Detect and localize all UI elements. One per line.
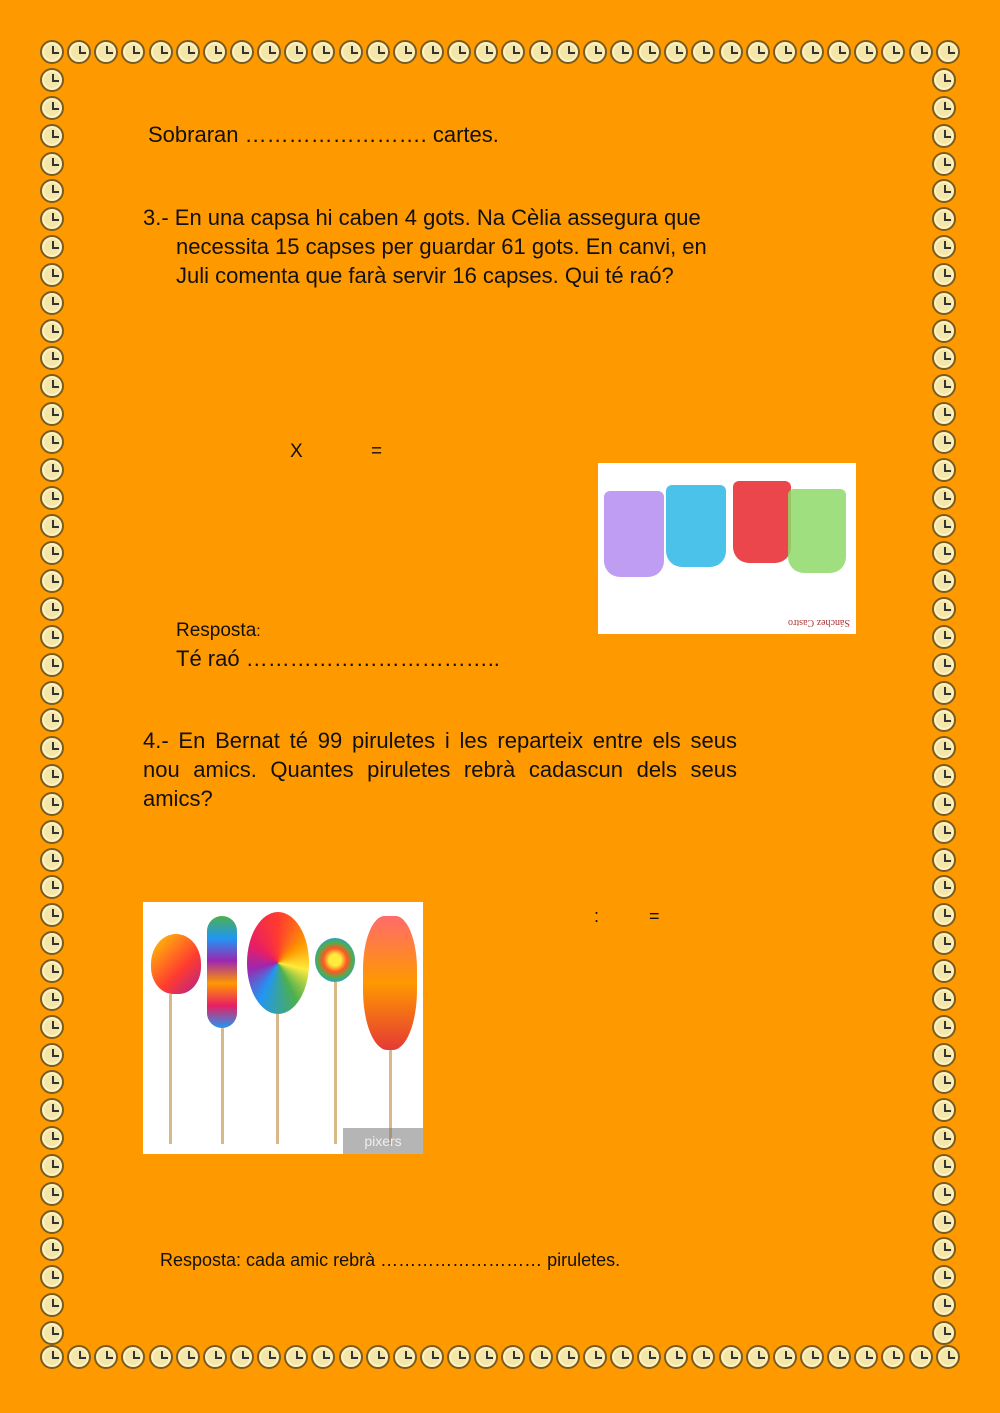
clock-icon xyxy=(932,179,956,203)
clock-icon xyxy=(40,430,64,454)
clock-icon xyxy=(149,1345,173,1369)
border-top xyxy=(40,40,960,68)
clock-icon xyxy=(311,1345,335,1369)
clock-icon xyxy=(176,1345,200,1369)
clock-icon xyxy=(932,1098,956,1122)
clock-icon xyxy=(40,792,64,816)
clock-icon xyxy=(637,1345,661,1369)
clock-icon xyxy=(556,40,580,64)
clock-icon xyxy=(800,40,824,64)
clock-icon xyxy=(40,764,64,788)
clock-icon xyxy=(40,179,64,203)
clock-icon xyxy=(932,319,956,343)
clock-icon xyxy=(719,1345,743,1369)
clock-icon xyxy=(40,402,64,426)
clock-icon xyxy=(149,40,173,64)
clock-icon xyxy=(583,1345,607,1369)
resposta-final-line: Resposta: cada amic rebrà ……………………… piruletes. xyxy=(160,1250,621,1270)
clock-icon xyxy=(40,263,64,287)
clock-icon xyxy=(40,625,64,649)
clock-icon xyxy=(637,40,661,64)
clock-icon xyxy=(40,1015,64,1039)
clock-icon xyxy=(420,1345,444,1369)
clock-icon xyxy=(339,1345,363,1369)
clock-icon xyxy=(854,40,878,64)
heart-stick xyxy=(169,994,172,1144)
clock-icon xyxy=(932,402,956,426)
clock-icon xyxy=(932,681,956,705)
clock-icon xyxy=(932,1043,956,1067)
clock-icon xyxy=(447,1345,471,1369)
clock-icon xyxy=(40,681,64,705)
equals-sign: = xyxy=(371,441,383,462)
question-3-line-2: necessita 15 capses per guardar 61 gots. En canvi, en xyxy=(176,234,707,259)
flower-lollipop xyxy=(315,938,355,982)
clock-icon xyxy=(40,207,64,231)
clock-icon xyxy=(932,96,956,120)
blue-glass xyxy=(666,485,726,567)
clock-icon xyxy=(40,1321,64,1345)
clock-icon xyxy=(40,1345,64,1369)
clock-icon xyxy=(40,875,64,899)
clock-icon xyxy=(556,1345,580,1369)
clock-icon xyxy=(40,569,64,593)
clock-icon xyxy=(610,1345,634,1369)
clock-icon xyxy=(932,1154,956,1178)
clock-icon xyxy=(932,820,956,844)
clock-icon xyxy=(529,1345,553,1369)
clock-icon xyxy=(230,1345,254,1369)
clock-icon xyxy=(474,1345,498,1369)
clock-icon xyxy=(746,1345,770,1369)
border-left xyxy=(40,68,68,1345)
twist-lollipop xyxy=(207,916,237,1028)
clock-icon xyxy=(40,124,64,148)
clock-icon xyxy=(40,1265,64,1289)
clock-icon xyxy=(40,1154,64,1178)
border-bottom xyxy=(40,1345,960,1373)
clock-icon xyxy=(664,1345,688,1369)
clock-icon xyxy=(40,959,64,983)
flower-stick xyxy=(334,982,337,1144)
clock-icon xyxy=(932,903,956,927)
clock-icon xyxy=(40,1098,64,1122)
clock-icon xyxy=(40,848,64,872)
clock-icon xyxy=(40,40,64,64)
clock-icon xyxy=(40,736,64,760)
glasses-watermark: Sánchez Castro xyxy=(788,617,850,628)
clock-icon xyxy=(40,708,64,732)
clock-icon xyxy=(40,1293,64,1317)
clock-icon xyxy=(932,374,956,398)
question-3-line-1: 3.- En una capsa hi caben 4 gots. Na Cèlia assegura que xyxy=(143,205,701,230)
clock-icon xyxy=(932,987,956,1011)
clock-icon xyxy=(932,1070,956,1094)
clock-icon xyxy=(40,291,64,315)
clock-icon xyxy=(176,40,200,64)
glasses-photo xyxy=(598,463,856,634)
clock-icon xyxy=(691,1345,715,1369)
clock-icon xyxy=(932,653,956,677)
clock-icon xyxy=(311,40,335,64)
clock-icon xyxy=(40,374,64,398)
clock-icon xyxy=(932,1293,956,1317)
clock-icon xyxy=(257,40,281,64)
clock-icon xyxy=(529,40,553,64)
question-4-text: 4.- En Bernat té 99 piruletes i les reparteix entre els seus nou amics. Quantes piruletes rebrà cadascun dels seus amics? xyxy=(143,728,737,811)
clock-icon xyxy=(40,1126,64,1150)
clock-icon xyxy=(932,959,956,983)
clock-icon xyxy=(932,931,956,955)
clock-icon xyxy=(773,40,797,64)
heart-lollipop xyxy=(151,934,201,994)
clock-icon xyxy=(909,1345,933,1369)
clock-icon xyxy=(932,263,956,287)
clock-icon xyxy=(664,40,688,64)
clock-icon xyxy=(854,1345,878,1369)
clock-icon xyxy=(40,1070,64,1094)
clock-icon xyxy=(94,40,118,64)
clock-icon xyxy=(447,40,471,64)
clock-icon xyxy=(932,1265,956,1289)
clock-icon xyxy=(40,1043,64,1067)
swirl-stick xyxy=(276,1014,279,1144)
clock-icon xyxy=(932,1015,956,1039)
clock-icon xyxy=(40,903,64,927)
clock-icon xyxy=(121,1345,145,1369)
red-glass xyxy=(733,481,791,563)
clock-icon xyxy=(932,235,956,259)
clock-icon xyxy=(932,68,956,92)
clock-icon xyxy=(40,235,64,259)
te-rao-line: Té raó …………………………….. xyxy=(176,646,500,671)
clock-icon xyxy=(932,1126,956,1150)
clock-icon xyxy=(773,1345,797,1369)
clock-icon xyxy=(827,40,851,64)
clock-icon xyxy=(40,486,64,510)
clock-icon xyxy=(932,569,956,593)
clock-icon xyxy=(40,96,64,120)
clock-icon xyxy=(40,987,64,1011)
resposta-label: Resposta: xyxy=(176,620,261,641)
clock-icon xyxy=(339,40,363,64)
clock-icon xyxy=(257,1345,281,1369)
clock-icon xyxy=(932,792,956,816)
clock-icon xyxy=(67,40,91,64)
clock-icon xyxy=(583,40,607,64)
clock-icon xyxy=(932,1237,956,1261)
clock-icon xyxy=(932,625,956,649)
clock-icon xyxy=(40,68,64,92)
clock-icon xyxy=(40,152,64,176)
clock-icon xyxy=(474,40,498,64)
twist-stick xyxy=(221,1028,224,1144)
clock-icon xyxy=(420,40,444,64)
clock-icon xyxy=(40,514,64,538)
border-right xyxy=(932,68,960,1345)
swirl-lollipop xyxy=(247,912,309,1014)
green-glass xyxy=(788,489,846,573)
clock-icon xyxy=(230,40,254,64)
clock-icon xyxy=(203,1345,227,1369)
clock-icon xyxy=(932,291,956,315)
question-3-line-3: Juli comenta que farà servir 16 capses. Qui té raó? xyxy=(176,263,674,288)
clock-icon xyxy=(40,458,64,482)
clock-icon xyxy=(932,541,956,565)
clock-icon xyxy=(610,40,634,64)
lollipops-photo xyxy=(143,902,423,1154)
clock-icon xyxy=(932,1182,956,1206)
clock-icon xyxy=(932,486,956,510)
clock-icon xyxy=(881,1345,905,1369)
clock-icon xyxy=(40,1210,64,1234)
clock-icon xyxy=(284,1345,308,1369)
clock-icon xyxy=(932,848,956,872)
clock-icon xyxy=(393,1345,417,1369)
clock-icon xyxy=(932,346,956,370)
clock-icon xyxy=(40,653,64,677)
clock-icon xyxy=(932,764,956,788)
clock-icon xyxy=(393,40,417,64)
clock-icon xyxy=(936,1345,960,1369)
clock-icon xyxy=(932,124,956,148)
clock-icon xyxy=(40,931,64,955)
foot-lollipop xyxy=(363,916,417,1050)
clock-icon xyxy=(40,1182,64,1206)
clock-icon xyxy=(40,541,64,565)
clock-icon xyxy=(932,875,956,899)
sobraran-line: Sobraran ……………………. cartes. xyxy=(148,122,499,147)
clock-icon xyxy=(827,1345,851,1369)
clock-icon xyxy=(746,40,770,64)
clock-icon xyxy=(936,40,960,64)
clock-icon xyxy=(932,1321,956,1345)
clock-icon xyxy=(40,319,64,343)
clock-icon xyxy=(40,1237,64,1261)
clock-icon xyxy=(366,1345,390,1369)
division-equals-sign: = xyxy=(649,906,660,926)
clock-icon xyxy=(121,40,145,64)
clock-icon xyxy=(909,40,933,64)
clock-icon xyxy=(932,514,956,538)
lollipops-watermark: pixers xyxy=(343,1128,423,1154)
clock-icon xyxy=(932,152,956,176)
clock-icon xyxy=(501,40,525,64)
clock-icon xyxy=(94,1345,118,1369)
clock-icon xyxy=(40,597,64,621)
clock-icon xyxy=(932,207,956,231)
clock-icon xyxy=(932,708,956,732)
clock-icon xyxy=(501,1345,525,1369)
clock-icon xyxy=(203,40,227,64)
clock-icon xyxy=(284,40,308,64)
clock-icon xyxy=(40,820,64,844)
clock-icon xyxy=(932,430,956,454)
clock-icon xyxy=(719,40,743,64)
clock-icon xyxy=(932,736,956,760)
clock-icon xyxy=(691,40,715,64)
clock-icon xyxy=(932,1210,956,1234)
division-sign: : xyxy=(594,906,600,926)
clock-icon xyxy=(67,1345,91,1369)
multiply-sign: X xyxy=(290,441,303,462)
clock-icon xyxy=(366,40,390,64)
purple-glass xyxy=(604,491,664,577)
clock-icon xyxy=(800,1345,824,1369)
clock-icon xyxy=(881,40,905,64)
clock-icon xyxy=(932,597,956,621)
clock-icon xyxy=(40,346,64,370)
clock-icon xyxy=(932,458,956,482)
